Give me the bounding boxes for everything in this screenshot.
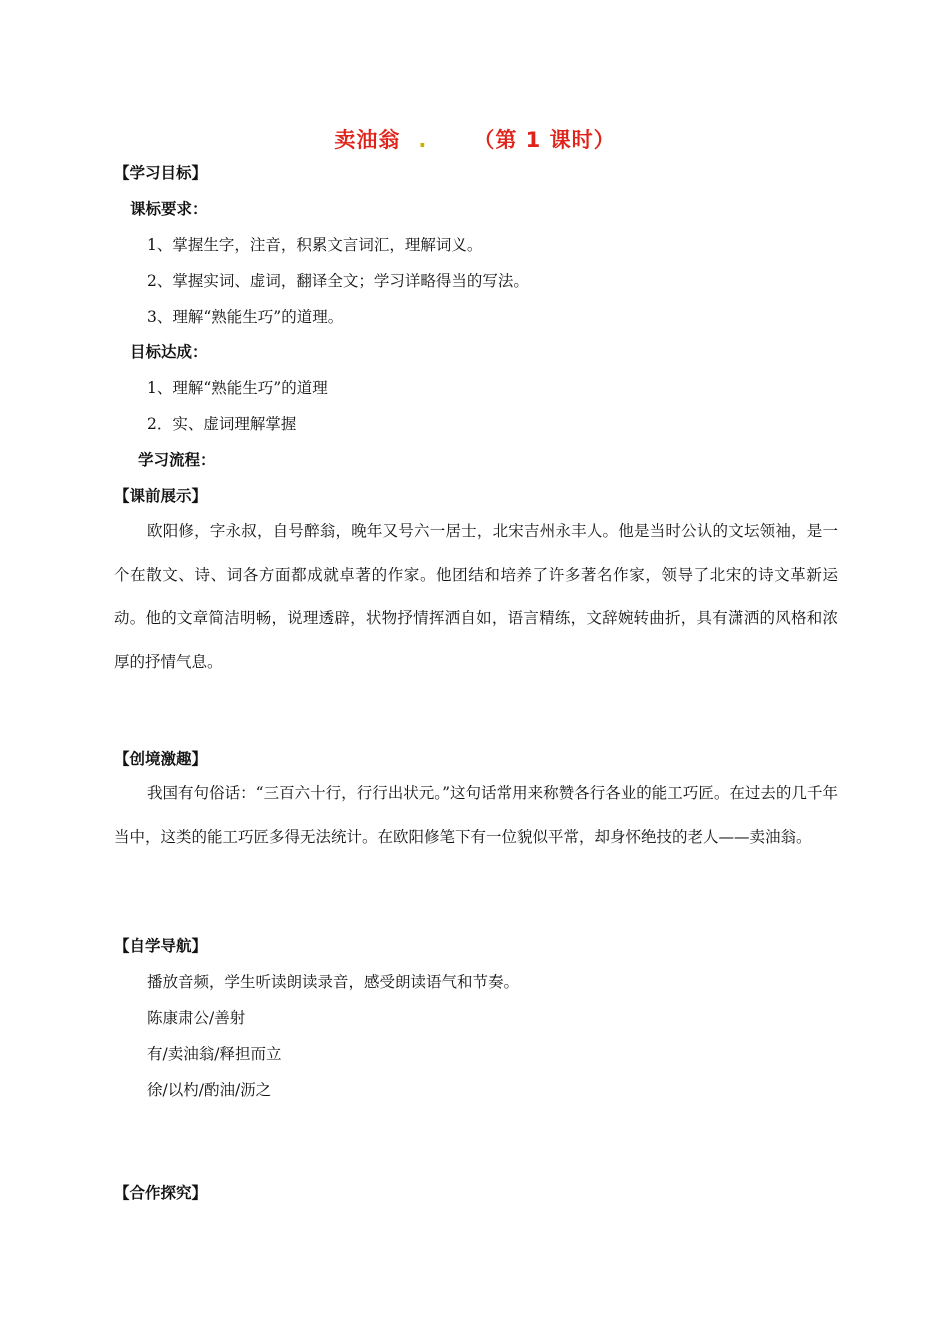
flow-heading: 学习流程：: [138, 451, 216, 469]
goals-item-1: 1、理解“熟能生巧”的道理: [147, 379, 328, 397]
title-lesson: （第 1 课时）: [473, 128, 616, 152]
curriculum-item-2: 2、掌握实词、虚词，翻译全文；学习详略得当的写法。: [147, 272, 529, 290]
cooperate-heading: 【合作探究】: [114, 1184, 208, 1202]
objectives-heading: 【学习目标】: [114, 164, 208, 182]
self-study-line-2: 陈康肃公/善射: [147, 1009, 246, 1027]
self-study-line-1: 播放音频，学生听读朗读录音，感受朗读语气和节奏。: [147, 973, 520, 991]
preview-heading: 【课前展示】: [114, 487, 208, 505]
scene-paragraph: 我国有句俗话：“三百六十行，行行出状元。”这句话常用来称赞各行各业的能工巧匠。在过去的几千年当中，这类的能工巧匠多得无法统计。在欧阳修笔下有一位貌似平常，却身怀绝技的老人——卖油翁。: [114, 784, 838, 846]
preview-paragraph: 欧阳修，字永叔，自号醉翁，晚年又号六一居士，北宋吉州永丰人。他是当时公认的文坛领袖，是一个在散文、诗、词各方面都成就卓著的作家。他团结和培养了许多著名作家，领导了北宋的诗文革新运动。他的文章简洁明畅，说理透辟，状物抒情挥洒自如，语言精练，文辞婉转曲折，具有潇洒的风格和浓厚的抒情气息。: [114, 522, 838, 671]
page-title: [0, 124, 950, 154]
curriculum-item-1: 1、掌握生字，注音，积累文言词汇，理解词义。: [147, 236, 483, 254]
title-mark: .: [418, 128, 428, 152]
curriculum-heading: 课标要求：: [130, 200, 208, 218]
title-main: 卖油翁: [334, 128, 401, 152]
self-study-line-4: 徐/以杓/酌油/沥之: [147, 1081, 272, 1099]
self-study-line-3: 有/卖油翁/释担而立: [147, 1045, 282, 1063]
curriculum-item-3: 3、理解“熟能生巧”的道理。: [147, 308, 344, 326]
self-study-heading: 【自学导航】: [114, 937, 208, 955]
goals-item-2: 2．实、虚词理解掌握: [147, 415, 297, 433]
scene-heading: 【创境激趣】: [114, 750, 208, 768]
goals-heading: 目标达成：: [130, 343, 208, 361]
